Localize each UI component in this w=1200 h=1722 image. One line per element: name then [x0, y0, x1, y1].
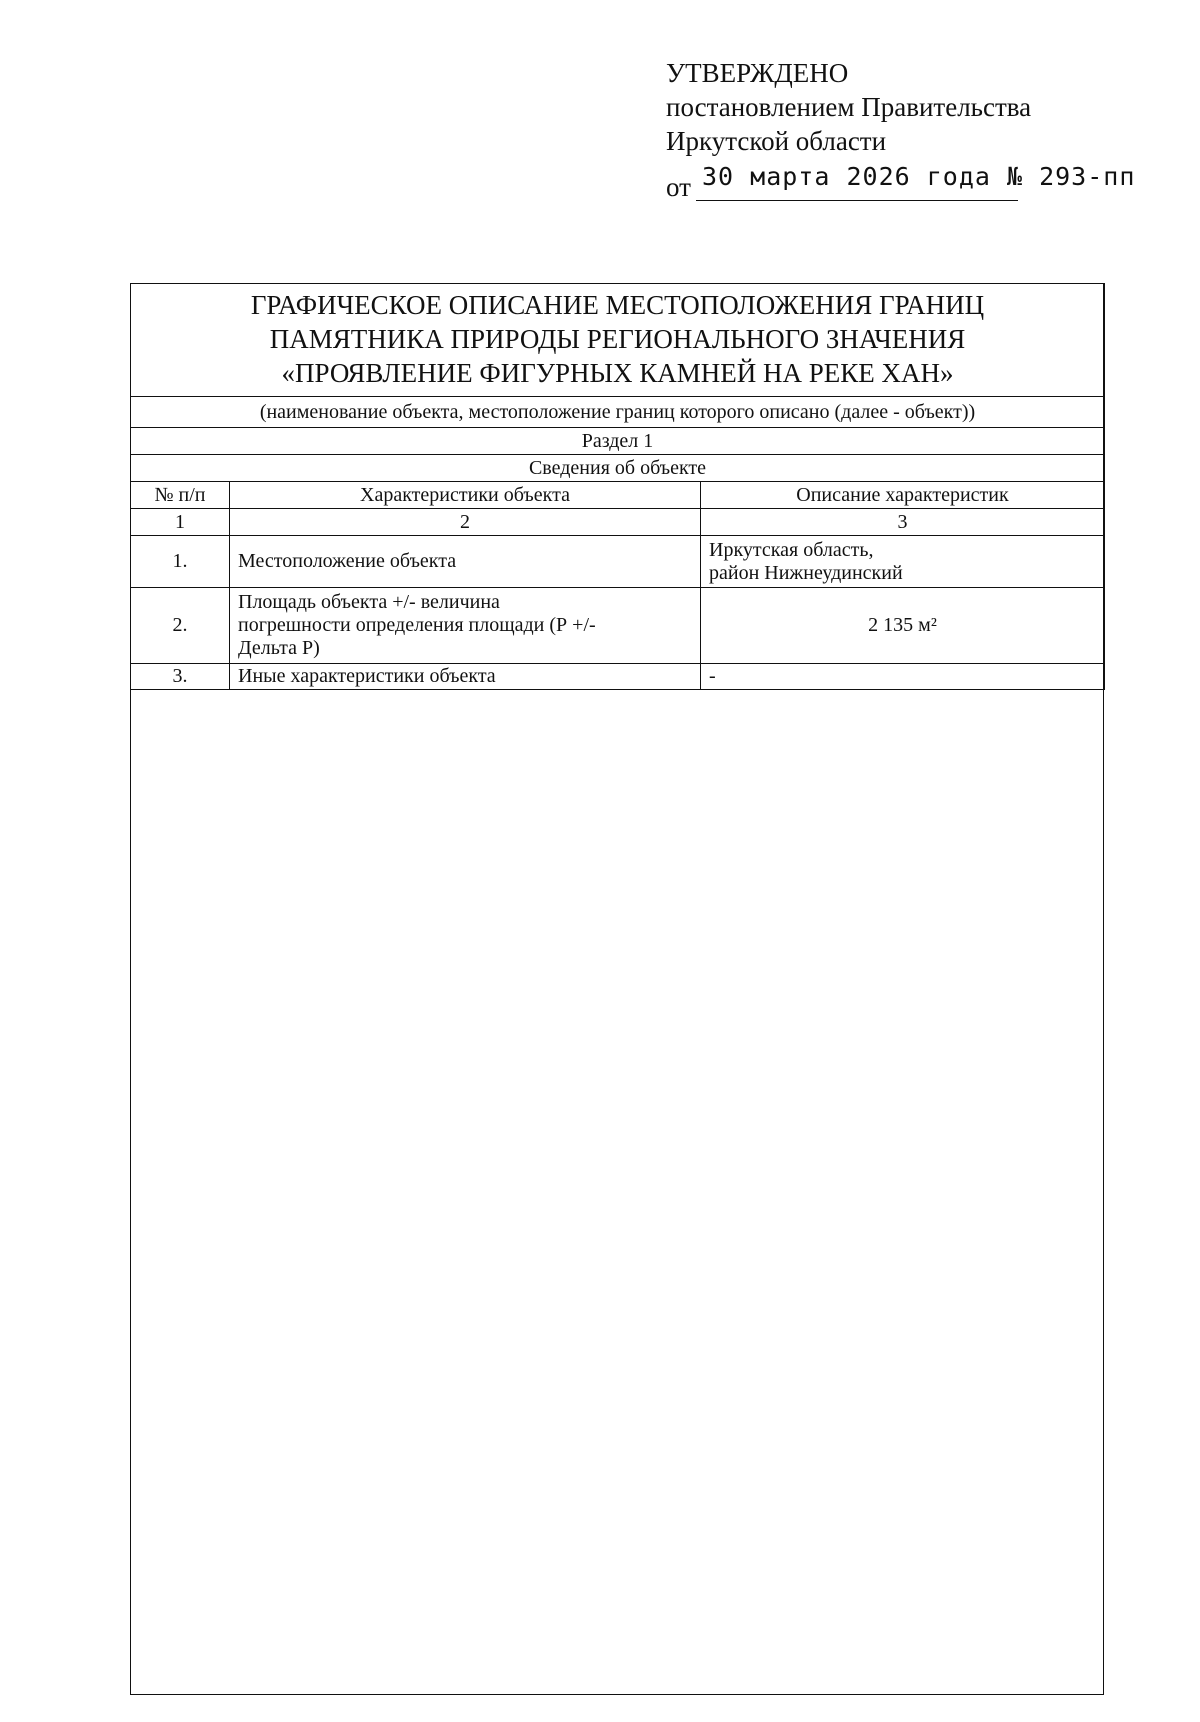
row-description: - — [701, 664, 1105, 690]
header-num: № п/п — [131, 482, 230, 509]
row-num: 2. — [131, 588, 230, 664]
column-number-3: 3 — [701, 509, 1105, 536]
document-title — [131, 284, 1105, 397]
approval-line-decree: постановлением Правительства — [666, 92, 1032, 122]
row-characteristic: Иные характеристики объекта — [230, 664, 701, 690]
row-description — [701, 536, 1105, 588]
object-info-table — [130, 283, 1105, 690]
title-line-2: ПАМЯТНИКА ПРИРОДЫ РЕГИОНАЛЬНОГО ЗНАЧЕНИЯ — [269, 324, 966, 354]
table-header-row — [131, 482, 1105, 509]
approval-heading: УТВЕРЖДЕНО — [666, 58, 849, 88]
characteristic-line: Площадь объекта +/- величина — [238, 591, 500, 613]
table-row — [131, 664, 1105, 690]
header-description: Описание характеристик — [701, 482, 1105, 509]
description-line: Иркутская область, — [709, 538, 874, 561]
object-name-caption: (наименование объекта, местоположение границ которого описано (далее - объект)) — [131, 397, 1105, 428]
row-num: 3. — [131, 664, 230, 690]
table-row — [131, 536, 1105, 588]
column-number-2: 2 — [230, 509, 701, 536]
approval-line-region: Иркутской области — [666, 126, 887, 156]
title-line-3: «ПРОЯВЛЕНИЕ ФИГУРНЫХ КАМНЕЙ НА РЕКЕ ХАН» — [281, 358, 954, 388]
row-description: 2 135 м² — [701, 588, 1105, 664]
title-line-1: ГРАФИЧЕСКОЕ ОПИСАНИЕ МЕСТОПОЛОЖЕНИЯ ГРАНИЦ — [250, 290, 985, 320]
section-label: Раздел 1 — [131, 428, 1105, 455]
row-num: 1. — [131, 536, 230, 588]
date-underline — [696, 200, 1018, 201]
section-title: Сведения об объекте — [131, 455, 1105, 482]
approval-stamp — [666, 56, 1136, 204]
characteristic-line: Дельта Р) — [238, 637, 320, 659]
column-number-1: 1 — [131, 509, 230, 536]
row-characteristic: Местоположение объекта — [230, 536, 701, 588]
column-number-row — [131, 509, 1105, 536]
characteristic-line: погрешности определения площади (Р +/- — [238, 614, 596, 636]
approval-from-label: от — [666, 172, 691, 202]
approval-date: 30 марта 2026 года № 293-пп — [702, 162, 1136, 191]
header-characteristic: Характеристики объекта — [230, 482, 701, 509]
approval-date-line — [666, 160, 1136, 204]
description-line: район Нижнеудинский — [709, 561, 903, 584]
table-row — [131, 588, 1105, 664]
row-characteristic — [230, 588, 701, 664]
